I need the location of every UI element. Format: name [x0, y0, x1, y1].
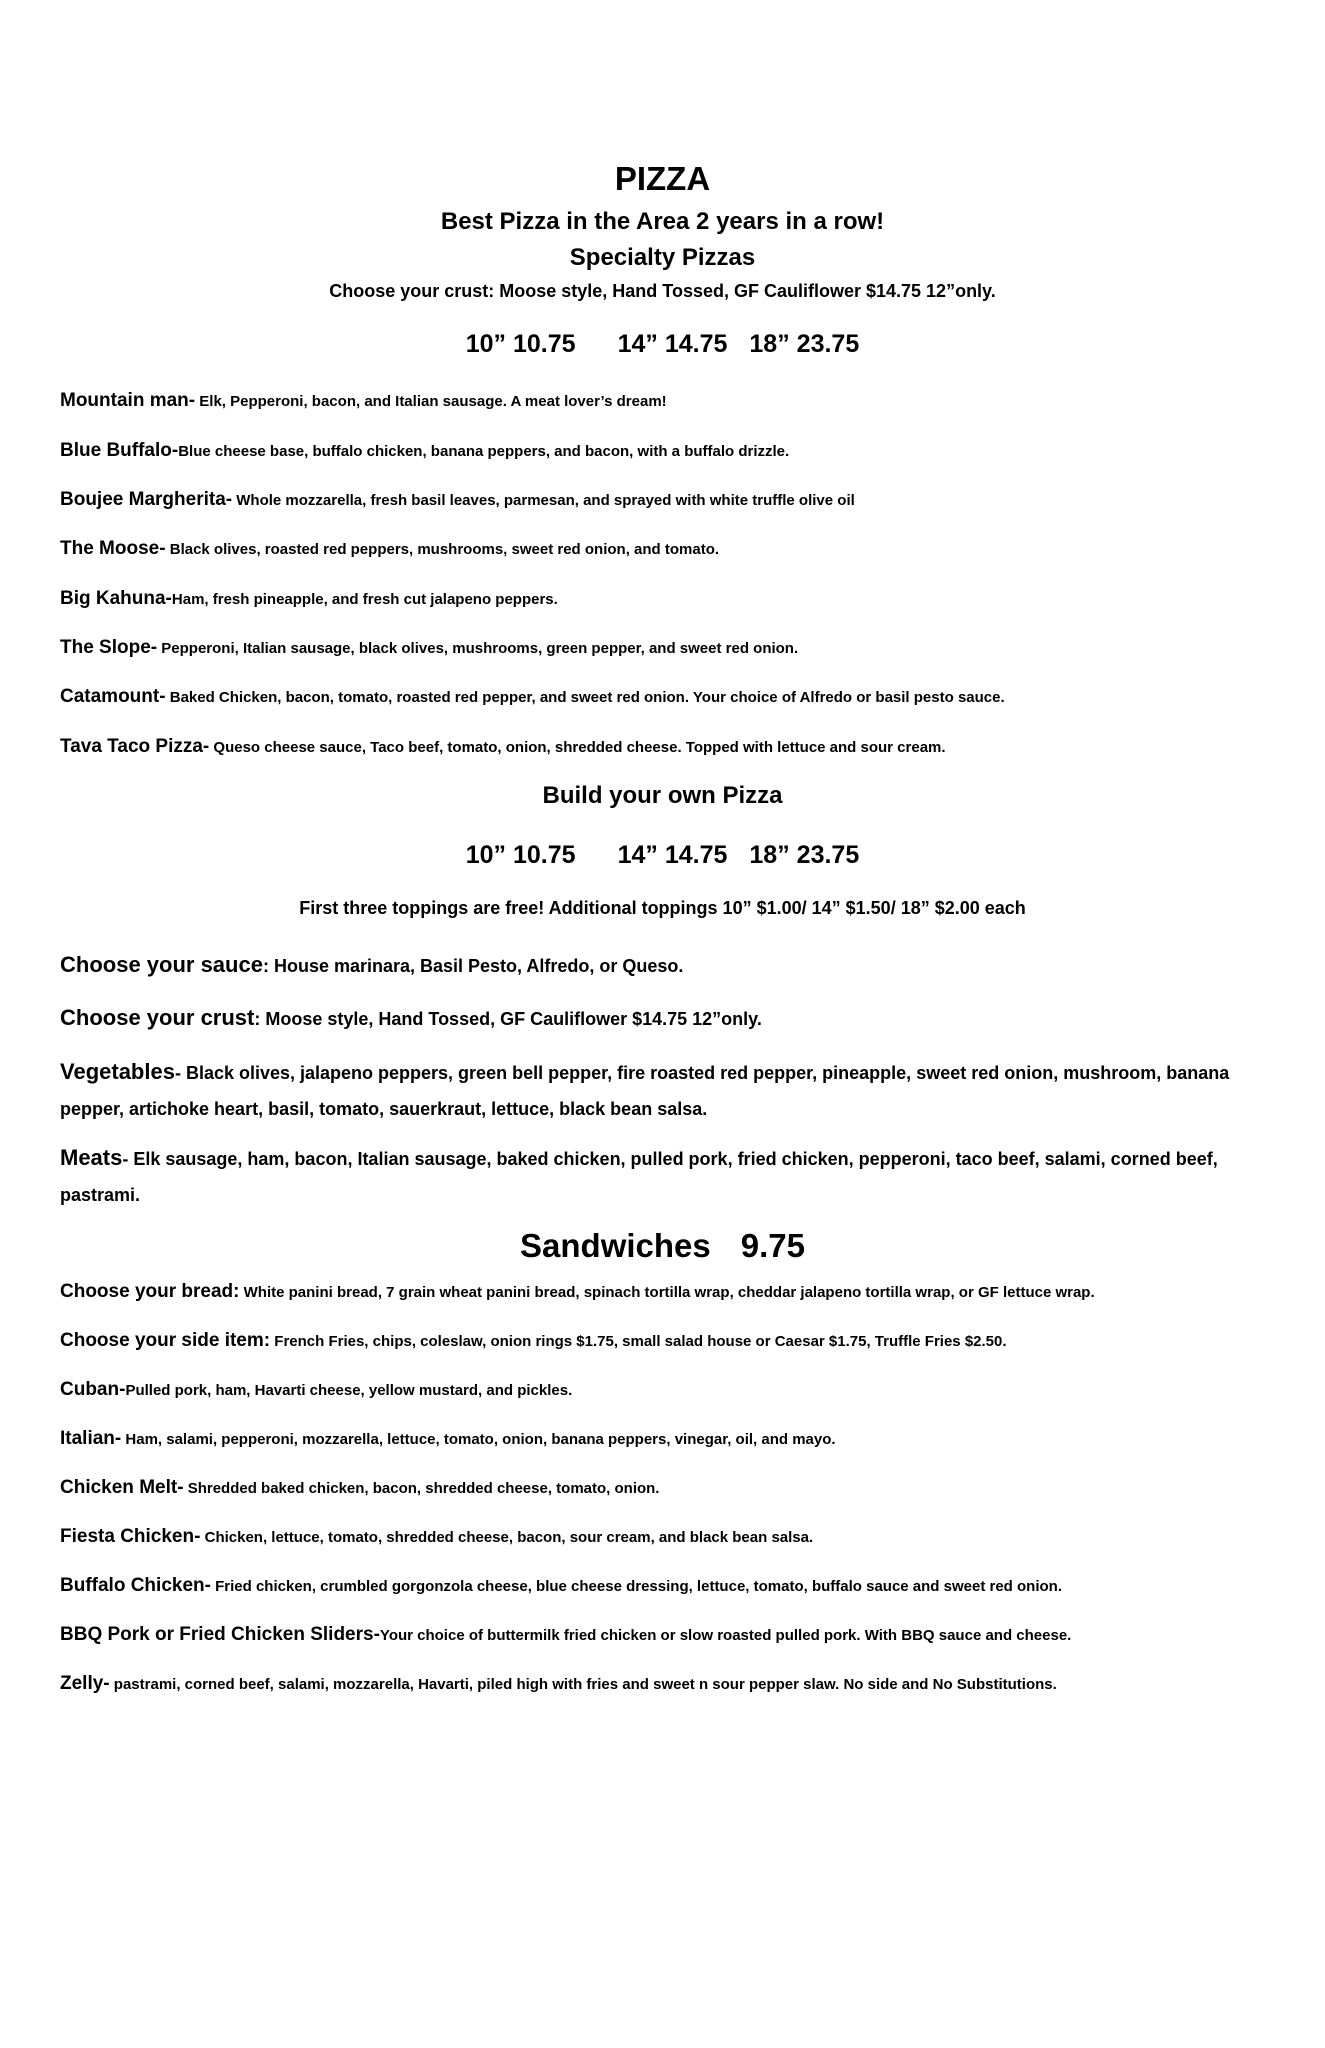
item-description: Queso cheese sauce, Taco beef, tomato, onion, shredded cheese. Topped with lettuce and sour cream.: [209, 739, 946, 756]
sandwich-item: [60, 1575, 1275, 1597]
item-name: Fiesta Chicken-: [60, 1526, 201, 1547]
sandwich-item: [60, 1477, 1275, 1499]
size-price-10: 10” 10.75: [465, 841, 576, 869]
item-description: Ham, salami, pepperoni, mozzarella, lettuce, tomato, onion, banana peppers, vinegar, oil, and mayo.: [121, 1431, 836, 1448]
item-name: Zelly-: [60, 1673, 110, 1694]
size-price-14: 14” 14.75: [617, 330, 728, 358]
item-description: White panini bread, 7 grain wheat panini bread, spinach tortilla wrap, cheddar jalapeno tortilla wrap, or GF lettuce wrap.: [239, 1284, 1095, 1301]
specialty-heading: Specialty Pizzas: [569, 244, 756, 271]
item-description: Elk, Pepperoni, bacon, and Italian sausage. A meat lover’s dream!: [195, 393, 667, 410]
crust-option: [60, 1001, 1275, 1038]
item-description: Pepperoni, Italian sausage, black olives, mushrooms, green pepper, and sweet red onion.: [157, 640, 799, 657]
sandwich-item: [60, 1281, 1275, 1303]
specialty-pizza-item: [60, 440, 1275, 462]
item-name: The Slope-: [60, 637, 158, 658]
sandwiches-price: 9.75: [740, 1227, 805, 1264]
size-price-18: 18” 23.75: [749, 841, 860, 869]
build-your-own-heading: Build your own Pizza: [542, 782, 783, 809]
item-description: Your choice of buttermilk fried chicken or slow roasted pulled pork. With BBQ sauce and cheese.: [379, 1627, 1072, 1644]
size-price-18: 18” 23.75: [749, 330, 860, 358]
item-name: Choose your side item:: [60, 1330, 271, 1351]
sandwich-item: [60, 1428, 1275, 1450]
item-name: Boujee Margherita-: [60, 489, 233, 510]
item-description: Black olives, roasted red peppers, mushrooms, sweet red onion, and tomato.: [165, 541, 720, 558]
option-name: Choose your crust: [60, 1005, 255, 1030]
toppings-note: First three toppings are free! Additional toppings 10” $1.00/ 14” $1.50/ 18” $2.00 each: [299, 898, 1026, 918]
sandwich-item: [60, 1673, 1275, 1695]
sandwich-item: [60, 1526, 1275, 1548]
size-price-10: 10” 10.75: [465, 330, 576, 358]
item-description: Shredded baked chicken, bacon, shredded cheese, tomato, onion.: [183, 1480, 660, 1497]
item-description: Pulled pork, ham, Havarti cheese, yellow mustard, and pickles.: [125, 1382, 573, 1399]
specialty-pizza-item: [60, 637, 1275, 659]
item-name: BBQ Pork or Fried Chicken Sliders-: [60, 1624, 380, 1645]
option-name: Vegetables: [60, 1059, 175, 1084]
pizza-title: PIZZA: [614, 160, 711, 197]
sandwiches-title: Sandwiches: [520, 1227, 711, 1264]
vegetables-option: [60, 1055, 1275, 1128]
option-description: : House marinara, Basil Pesto, Alfredo, or Queso.: [262, 956, 684, 976]
item-name: Choose your bread:: [60, 1281, 240, 1302]
specialty-pizza-item: [60, 538, 1275, 560]
specialty-pizza-item: [60, 489, 1275, 511]
item-description: Blue cheese base, buffalo chicken, banana peppers, and bacon, with a buffalo drizzle.: [178, 443, 790, 460]
item-name: Big Kahuna-: [60, 588, 172, 609]
option-description: - Black olives, jalapeno peppers, green bell pepper, fire roasted red pepper, pineapple, sweet red onion, mushroom, banana pepper, artichoke heart, basil, tomato, sauerkraut, lettuce, black bean salsa.: [60, 1063, 1230, 1119]
item-description: pastrami, corned beef, salami, mozzarella, Havarti, piled high with fries and sweet n sour pepper slaw. No side and No Substitutions.: [109, 1676, 1057, 1693]
item-description: Baked Chicken, bacon, tomato, roasted red pepper, and sweet red onion. Your choice of Alfredo or basil pesto sauce.: [165, 689, 1005, 706]
item-description: Whole mozzarella, fresh basil leaves, parmesan, and sprayed with white truffle olive oil: [232, 492, 855, 509]
item-description: French Fries, chips, coleslaw, onion rings $1.75, small salad house or Caesar $1.75, Truffle Fries $2.50.: [270, 1333, 1007, 1350]
meats-option: [60, 1141, 1275, 1214]
item-name: Blue Buffalo-: [60, 440, 179, 461]
option-description: : Moose style, Hand Tossed, GF Cauliflower $14.75 12”only.: [254, 1009, 762, 1029]
item-description: Ham, fresh pineapple, and fresh cut jalapeno peppers.: [171, 591, 558, 608]
item-name: Buffalo Chicken-: [60, 1575, 211, 1596]
option-description: - Elk sausage, ham, bacon, Italian sausage, baked chicken, pulled pork, fried chicken, pepperoni, taco beef, salami, corned beef, pastrami.: [60, 1149, 1218, 1205]
item-description: Fried chicken, crumbled gorgonzola cheese, blue cheese dressing, lettuce, tomato, buffalo sauce and sweet red onion.: [210, 1578, 1062, 1595]
sandwich-item: [60, 1624, 1275, 1646]
specialty-size-prices: [0, 330, 1325, 359]
item-name: Tava Taco Pizza-: [60, 736, 210, 757]
build-size-prices: [0, 841, 1325, 870]
specialty-pizza-item: [60, 736, 1275, 758]
item-name: Cuban-: [60, 1379, 126, 1400]
size-price-14: 14” 14.75: [617, 841, 728, 869]
pizza-tagline: Best Pizza in the Area 2 years in a row!: [440, 208, 885, 235]
item-name: Catamount-: [60, 686, 166, 707]
specialty-pizza-item: [60, 686, 1275, 708]
specialty-pizza-item: [60, 390, 1275, 412]
sauce-option: [60, 948, 1275, 985]
item-name: Italian-: [60, 1428, 122, 1449]
item-name: The Moose-: [60, 538, 166, 559]
item-name: Chicken Melt-: [60, 1477, 184, 1498]
option-name: Meats: [60, 1145, 123, 1170]
item-description: Chicken, lettuce, tomato, shredded cheese, bacon, sour cream, and black bean salsa.: [200, 1529, 814, 1546]
specialty-pizza-item: [60, 588, 1275, 610]
specialty-crust-note: Choose your crust: Moose style, Hand Tossed, GF Cauliflower $14.75 12”only.: [329, 281, 996, 301]
sandwich-item: [60, 1330, 1275, 1352]
item-name: Mountain man-: [60, 390, 196, 411]
sandwiches-heading: [0, 1227, 1325, 1265]
sandwich-item: [60, 1379, 1275, 1401]
option-name: Choose your sauce: [60, 952, 263, 977]
